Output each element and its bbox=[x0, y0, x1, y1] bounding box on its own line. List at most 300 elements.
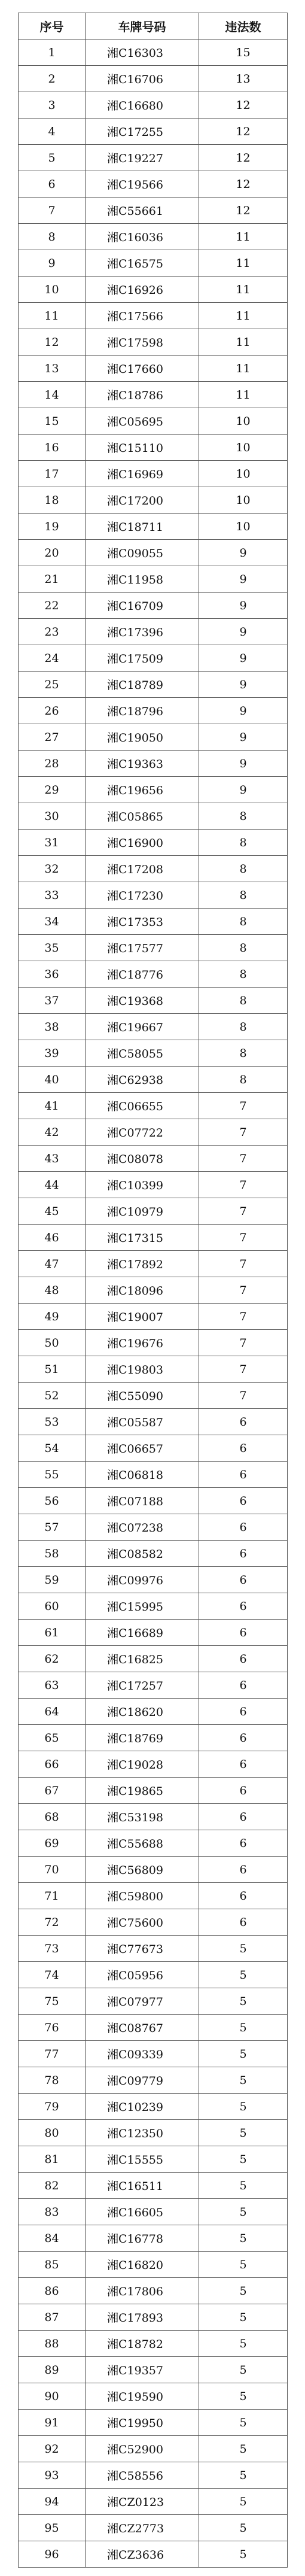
cell-count: 5 bbox=[199, 2173, 288, 2199]
table-row bbox=[19, 2015, 288, 2041]
cell-count: 5 bbox=[199, 2489, 288, 2515]
cell-index: 4 bbox=[19, 119, 86, 145]
cell-count: 6 bbox=[199, 1883, 288, 1909]
cell-count: 15 bbox=[199, 40, 288, 66]
cell-plate: 湘C19590 bbox=[86, 2383, 199, 2410]
cell-plate: 湘C09779 bbox=[86, 2067, 199, 2094]
cell-index: 10 bbox=[19, 277, 86, 303]
table-row bbox=[19, 487, 288, 514]
cell-count: 6 bbox=[199, 1804, 288, 1830]
cell-index: 31 bbox=[19, 830, 86, 856]
table-row bbox=[19, 1119, 288, 1146]
table-row bbox=[19, 2199, 288, 2225]
cell-plate: 湘C17892 bbox=[86, 1251, 199, 1277]
cell-plate: 湘C10399 bbox=[86, 1172, 199, 1198]
cell-plate: 湘C05695 bbox=[86, 408, 199, 435]
cell-index: 17 bbox=[19, 461, 86, 487]
cell-plate: 湘C55661 bbox=[86, 198, 199, 224]
table-row bbox=[19, 1593, 288, 1620]
cell-count: 6 bbox=[199, 1593, 288, 1620]
cell-index: 30 bbox=[19, 803, 86, 830]
cell-count: 12 bbox=[199, 92, 288, 119]
header-index: 序号 bbox=[19, 13, 86, 40]
table-row bbox=[19, 2146, 288, 2173]
table-row bbox=[19, 1699, 288, 1725]
cell-plate: 湘C17396 bbox=[86, 619, 199, 645]
cell-index: 18 bbox=[19, 487, 86, 514]
cell-count: 8 bbox=[199, 935, 288, 961]
cell-index: 54 bbox=[19, 1435, 86, 1462]
cell-index: 80 bbox=[19, 2120, 86, 2146]
cell-plate: 湘CZ2773 bbox=[86, 2515, 199, 2541]
table-row bbox=[19, 1778, 288, 1804]
cell-index: 33 bbox=[19, 882, 86, 909]
cell-index: 25 bbox=[19, 672, 86, 698]
table-row bbox=[19, 645, 288, 672]
cell-plate: 湘C17660 bbox=[86, 356, 199, 382]
cell-plate: 湘C19656 bbox=[86, 777, 199, 803]
cell-count: 7 bbox=[199, 1383, 288, 1409]
table-row bbox=[19, 1962, 288, 1988]
header-row bbox=[19, 13, 288, 40]
cell-index: 61 bbox=[19, 1620, 86, 1646]
table-row bbox=[19, 514, 288, 540]
table-row bbox=[19, 1857, 288, 1883]
cell-index: 45 bbox=[19, 1198, 86, 1225]
cell-plate: 湘C16036 bbox=[86, 224, 199, 250]
cell-plate: 湘C09055 bbox=[86, 540, 199, 566]
cell-plate: 湘C53198 bbox=[86, 1804, 199, 1830]
table-row bbox=[19, 1014, 288, 1040]
cell-count: 12 bbox=[199, 145, 288, 171]
cell-count: 11 bbox=[199, 277, 288, 303]
cell-count: 5 bbox=[199, 2041, 288, 2067]
cell-plate: 湘C11958 bbox=[86, 566, 199, 593]
table-row bbox=[19, 856, 288, 882]
cell-plate: 湘C16575 bbox=[86, 250, 199, 277]
cell-plate: 湘C17200 bbox=[86, 487, 199, 514]
cell-plate: 湘C62938 bbox=[86, 1067, 199, 1093]
cell-count: 9 bbox=[199, 724, 288, 751]
cell-plate: 湘C08767 bbox=[86, 2015, 199, 2041]
cell-index: 11 bbox=[19, 303, 86, 329]
table-row bbox=[19, 1251, 288, 1277]
cell-count: 10 bbox=[199, 408, 288, 435]
table-row bbox=[19, 2252, 288, 2278]
table-row bbox=[19, 2278, 288, 2304]
cell-plate: 湘C17509 bbox=[86, 645, 199, 672]
cell-count: 6 bbox=[199, 1514, 288, 1541]
cell-count: 7 bbox=[199, 1277, 288, 1304]
cell-plate: 湘C19227 bbox=[86, 145, 199, 171]
table-row bbox=[19, 1751, 288, 1778]
cell-index: 91 bbox=[19, 2410, 86, 2436]
cell-index: 78 bbox=[19, 2067, 86, 2094]
table-row bbox=[19, 2120, 288, 2146]
cell-index: 20 bbox=[19, 540, 86, 566]
cell-index: 64 bbox=[19, 1699, 86, 1725]
table-row bbox=[19, 2383, 288, 2410]
cell-index: 82 bbox=[19, 2173, 86, 2199]
cell-index: 27 bbox=[19, 724, 86, 751]
cell-index: 87 bbox=[19, 2304, 86, 2331]
cell-plate: 湘C19950 bbox=[86, 2410, 199, 2436]
cell-index: 29 bbox=[19, 777, 86, 803]
cell-index: 3 bbox=[19, 92, 86, 119]
table-row bbox=[19, 66, 288, 92]
cell-index: 47 bbox=[19, 1251, 86, 1277]
table-row bbox=[19, 593, 288, 619]
cell-index: 89 bbox=[19, 2357, 86, 2383]
table-row bbox=[19, 40, 288, 66]
cell-index: 23 bbox=[19, 619, 86, 645]
cell-plate: 湘C19676 bbox=[86, 1330, 199, 1356]
cell-index: 79 bbox=[19, 2094, 86, 2120]
cell-plate: 湘C59800 bbox=[86, 1883, 199, 1909]
cell-count: 5 bbox=[199, 2199, 288, 2225]
cell-count: 6 bbox=[199, 1672, 288, 1699]
cell-index: 8 bbox=[19, 224, 86, 250]
cell-index: 94 bbox=[19, 2489, 86, 2515]
cell-plate: 湘C17577 bbox=[86, 935, 199, 961]
table-row bbox=[19, 2041, 288, 2067]
cell-index: 86 bbox=[19, 2278, 86, 2304]
cell-plate: 湘C19050 bbox=[86, 724, 199, 751]
cell-plate: 湘C17255 bbox=[86, 119, 199, 145]
table-body bbox=[19, 40, 288, 2568]
cell-plate: 湘C18096 bbox=[86, 1277, 199, 1304]
cell-count: 9 bbox=[199, 566, 288, 593]
table-row bbox=[19, 1093, 288, 1119]
table-row bbox=[19, 1356, 288, 1383]
cell-index: 15 bbox=[19, 408, 86, 435]
cell-count: 5 bbox=[199, 2515, 288, 2541]
cell-count: 9 bbox=[199, 672, 288, 698]
cell-plate: 湘C17230 bbox=[86, 882, 199, 909]
cell-plate: 湘C12350 bbox=[86, 2120, 199, 2146]
cell-index: 26 bbox=[19, 698, 86, 724]
cell-plate: 湘C18776 bbox=[86, 961, 199, 988]
table-row bbox=[19, 92, 288, 119]
cell-index: 84 bbox=[19, 2225, 86, 2252]
cell-plate: 湘C17598 bbox=[86, 329, 199, 356]
table-row bbox=[19, 619, 288, 645]
table-row bbox=[19, 171, 288, 198]
cell-index: 73 bbox=[19, 1936, 86, 1962]
table-row bbox=[19, 803, 288, 830]
table-row bbox=[19, 777, 288, 803]
cell-index: 6 bbox=[19, 171, 86, 198]
table-row bbox=[19, 1936, 288, 1962]
cell-count: 7 bbox=[199, 1119, 288, 1146]
cell-plate: 湘C19357 bbox=[86, 2357, 199, 2383]
cell-count: 5 bbox=[199, 1962, 288, 1988]
table-row bbox=[19, 1330, 288, 1356]
cell-count: 6 bbox=[199, 1435, 288, 1462]
cell-plate: 湘C17893 bbox=[86, 2304, 199, 2331]
cell-plate: 湘C16969 bbox=[86, 461, 199, 487]
table-row bbox=[19, 356, 288, 382]
table-row bbox=[19, 1488, 288, 1514]
cell-plate: 湘C19566 bbox=[86, 171, 199, 198]
cell-plate: 湘C10239 bbox=[86, 2094, 199, 2120]
cell-index: 2 bbox=[19, 66, 86, 92]
cell-index: 7 bbox=[19, 198, 86, 224]
cell-plate: 湘C19865 bbox=[86, 1778, 199, 1804]
cell-count: 11 bbox=[199, 303, 288, 329]
cell-plate: 湘C09976 bbox=[86, 1567, 199, 1593]
cell-plate: 湘C16303 bbox=[86, 40, 199, 66]
cell-index: 90 bbox=[19, 2383, 86, 2410]
cell-count: 5 bbox=[199, 2383, 288, 2410]
cell-plate: 湘C07722 bbox=[86, 1119, 199, 1146]
cell-index: 88 bbox=[19, 2331, 86, 2357]
cell-plate: 湘C15995 bbox=[86, 1593, 199, 1620]
cell-count: 6 bbox=[199, 1751, 288, 1778]
cell-count: 5 bbox=[199, 2278, 288, 2304]
cell-count: 5 bbox=[199, 2436, 288, 2462]
cell-count: 8 bbox=[199, 988, 288, 1014]
cell-index: 77 bbox=[19, 2041, 86, 2067]
cell-index: 24 bbox=[19, 645, 86, 672]
cell-plate: 湘C18711 bbox=[86, 514, 199, 540]
cell-index: 42 bbox=[19, 1119, 86, 1146]
cell-plate: 湘C56809 bbox=[86, 1857, 199, 1883]
cell-plate: 湘C19667 bbox=[86, 1014, 199, 1040]
table-row bbox=[19, 1435, 288, 1462]
cell-plate: 湘C16709 bbox=[86, 593, 199, 619]
table-row bbox=[19, 830, 288, 856]
cell-index: 50 bbox=[19, 1330, 86, 1356]
cell-count: 9 bbox=[199, 540, 288, 566]
cell-plate: 湘C17208 bbox=[86, 856, 199, 882]
cell-index: 34 bbox=[19, 909, 86, 935]
table-row bbox=[19, 1462, 288, 1488]
cell-index: 67 bbox=[19, 1778, 86, 1804]
cell-count: 6 bbox=[199, 1541, 288, 1567]
cell-plate: 湘C08582 bbox=[86, 1541, 199, 1567]
cell-index: 1 bbox=[19, 40, 86, 66]
cell-plate: 湘CZ0123 bbox=[86, 2489, 199, 2515]
cell-index: 9 bbox=[19, 250, 86, 277]
cell-count: 10 bbox=[199, 514, 288, 540]
table-row bbox=[19, 1067, 288, 1093]
cell-count: 7 bbox=[199, 1330, 288, 1356]
table-row bbox=[19, 1672, 288, 1699]
cell-count: 7 bbox=[199, 1251, 288, 1277]
table-row bbox=[19, 250, 288, 277]
table-row bbox=[19, 1277, 288, 1304]
cell-index: 40 bbox=[19, 1067, 86, 1093]
table-row bbox=[19, 2331, 288, 2357]
cell-index: 48 bbox=[19, 1277, 86, 1304]
table-row bbox=[19, 2436, 288, 2462]
cell-plate: 湘C06657 bbox=[86, 1435, 199, 1462]
cell-plate: 湘C06818 bbox=[86, 1462, 199, 1488]
table-row bbox=[19, 1988, 288, 2015]
violation-table-container bbox=[18, 13, 287, 2568]
cell-count: 8 bbox=[199, 909, 288, 935]
cell-plate: 湘C05956 bbox=[86, 1962, 199, 1988]
cell-plate: 湘C58055 bbox=[86, 1040, 199, 1067]
cell-plate: 湘C18769 bbox=[86, 1725, 199, 1751]
table-row bbox=[19, 1620, 288, 1646]
violation-table bbox=[18, 13, 288, 2568]
table-row bbox=[19, 1225, 288, 1251]
cell-index: 92 bbox=[19, 2436, 86, 2462]
cell-index: 21 bbox=[19, 566, 86, 593]
cell-index: 62 bbox=[19, 1646, 86, 1672]
cell-index: 85 bbox=[19, 2252, 86, 2278]
cell-count: 6 bbox=[199, 1488, 288, 1514]
cell-index: 16 bbox=[19, 435, 86, 461]
cell-count: 11 bbox=[199, 250, 288, 277]
cell-plate: 湘C17353 bbox=[86, 909, 199, 935]
cell-count: 5 bbox=[199, 2225, 288, 2252]
cell-index: 22 bbox=[19, 593, 86, 619]
cell-plate: 湘C19363 bbox=[86, 751, 199, 777]
table-row bbox=[19, 672, 288, 698]
table-row bbox=[19, 1830, 288, 1857]
cell-count: 6 bbox=[199, 1620, 288, 1646]
cell-plate: 湘C17257 bbox=[86, 1672, 199, 1699]
cell-index: 35 bbox=[19, 935, 86, 961]
cell-count: 11 bbox=[199, 356, 288, 382]
cell-index: 70 bbox=[19, 1857, 86, 1883]
table-row bbox=[19, 909, 288, 935]
table-row bbox=[19, 408, 288, 435]
cell-index: 55 bbox=[19, 1462, 86, 1488]
cell-plate: 湘C17566 bbox=[86, 303, 199, 329]
cell-count: 11 bbox=[199, 224, 288, 250]
cell-index: 95 bbox=[19, 2515, 86, 2541]
cell-index: 41 bbox=[19, 1093, 86, 1119]
cell-plate: 湘C55090 bbox=[86, 1383, 199, 1409]
cell-index: 66 bbox=[19, 1751, 86, 1778]
cell-index: 83 bbox=[19, 2199, 86, 2225]
cell-index: 44 bbox=[19, 1172, 86, 1198]
cell-count: 6 bbox=[199, 1567, 288, 1593]
cell-index: 5 bbox=[19, 145, 86, 171]
cell-count: 9 bbox=[199, 777, 288, 803]
cell-plate: 湘C08078 bbox=[86, 1146, 199, 1172]
cell-plate: 湘C18786 bbox=[86, 382, 199, 408]
table-row bbox=[19, 277, 288, 303]
table-row bbox=[19, 1198, 288, 1225]
cell-plate: 湘C07977 bbox=[86, 1988, 199, 2015]
cell-plate: 湘C19007 bbox=[86, 1304, 199, 1330]
table-row bbox=[19, 435, 288, 461]
cell-count: 8 bbox=[199, 882, 288, 909]
table-row bbox=[19, 1909, 288, 1936]
cell-plate: 湘C07238 bbox=[86, 1514, 199, 1541]
cell-count: 5 bbox=[199, 2304, 288, 2331]
cell-count: 6 bbox=[199, 1857, 288, 1883]
cell-count: 7 bbox=[199, 1356, 288, 1383]
table-row bbox=[19, 882, 288, 909]
cell-plate: 湘C16689 bbox=[86, 1620, 199, 1646]
cell-count: 5 bbox=[199, 2015, 288, 2041]
cell-index: 37 bbox=[19, 988, 86, 1014]
cell-plate: 湘C16900 bbox=[86, 830, 199, 856]
cell-count: 5 bbox=[199, 2120, 288, 2146]
cell-plate: 湘C17806 bbox=[86, 2278, 199, 2304]
header-count: 违法数 bbox=[199, 13, 288, 40]
cell-index: 53 bbox=[19, 1409, 86, 1435]
cell-count: 9 bbox=[199, 645, 288, 672]
table-row bbox=[19, 329, 288, 356]
cell-count: 6 bbox=[199, 1699, 288, 1725]
cell-index: 58 bbox=[19, 1541, 86, 1567]
cell-plate: 湘C16825 bbox=[86, 1646, 199, 1672]
cell-plate: 湘C77673 bbox=[86, 1936, 199, 1962]
cell-count: 9 bbox=[199, 619, 288, 645]
cell-count: 8 bbox=[199, 1014, 288, 1040]
cell-index: 39 bbox=[19, 1040, 86, 1067]
table-row bbox=[19, 724, 288, 751]
cell-index: 46 bbox=[19, 1225, 86, 1251]
cell-plate: 湘C09339 bbox=[86, 2041, 199, 2067]
table-row bbox=[19, 2462, 288, 2489]
cell-count: 8 bbox=[199, 961, 288, 988]
cell-index: 96 bbox=[19, 2541, 86, 2568]
cell-plate: 湘C75600 bbox=[86, 1909, 199, 1936]
cell-index: 57 bbox=[19, 1514, 86, 1541]
table-row bbox=[19, 698, 288, 724]
cell-count: 9 bbox=[199, 751, 288, 777]
cell-count: 11 bbox=[199, 382, 288, 408]
cell-index: 19 bbox=[19, 514, 86, 540]
cell-index: 93 bbox=[19, 2462, 86, 2489]
cell-plate: 湘C18789 bbox=[86, 672, 199, 698]
table-row bbox=[19, 1146, 288, 1172]
cell-count: 7 bbox=[199, 1172, 288, 1198]
cell-index: 49 bbox=[19, 1304, 86, 1330]
cell-index: 52 bbox=[19, 1383, 86, 1409]
cell-plate: 湘C16820 bbox=[86, 2252, 199, 2278]
table-row bbox=[19, 1646, 288, 1672]
table-row bbox=[19, 540, 288, 566]
table-row bbox=[19, 2515, 288, 2541]
cell-count: 9 bbox=[199, 698, 288, 724]
cell-plate: 湘C19368 bbox=[86, 988, 199, 1014]
cell-plate: 湘C16605 bbox=[86, 2199, 199, 2225]
cell-plate: 湘C19028 bbox=[86, 1751, 199, 1778]
cell-index: 59 bbox=[19, 1567, 86, 1593]
cell-index: 69 bbox=[19, 1830, 86, 1857]
cell-count: 8 bbox=[199, 803, 288, 830]
table-row bbox=[19, 198, 288, 224]
cell-index: 75 bbox=[19, 1988, 86, 2015]
cell-index: 51 bbox=[19, 1356, 86, 1383]
table-row bbox=[19, 1409, 288, 1435]
cell-count: 5 bbox=[199, 2094, 288, 2120]
cell-count: 8 bbox=[199, 856, 288, 882]
table-row bbox=[19, 1541, 288, 1567]
cell-count: 8 bbox=[199, 830, 288, 856]
cell-plate: 湘C10979 bbox=[86, 1198, 199, 1225]
cell-count: 6 bbox=[199, 1646, 288, 1672]
cell-count: 13 bbox=[199, 66, 288, 92]
cell-index: 32 bbox=[19, 856, 86, 882]
table-row bbox=[19, 2067, 288, 2094]
cell-count: 9 bbox=[199, 593, 288, 619]
table-row bbox=[19, 1514, 288, 1541]
cell-plate: 湘C16706 bbox=[86, 66, 199, 92]
cell-index: 63 bbox=[19, 1672, 86, 1699]
cell-plate: 湘C16926 bbox=[86, 277, 199, 303]
table-row bbox=[19, 1172, 288, 1198]
